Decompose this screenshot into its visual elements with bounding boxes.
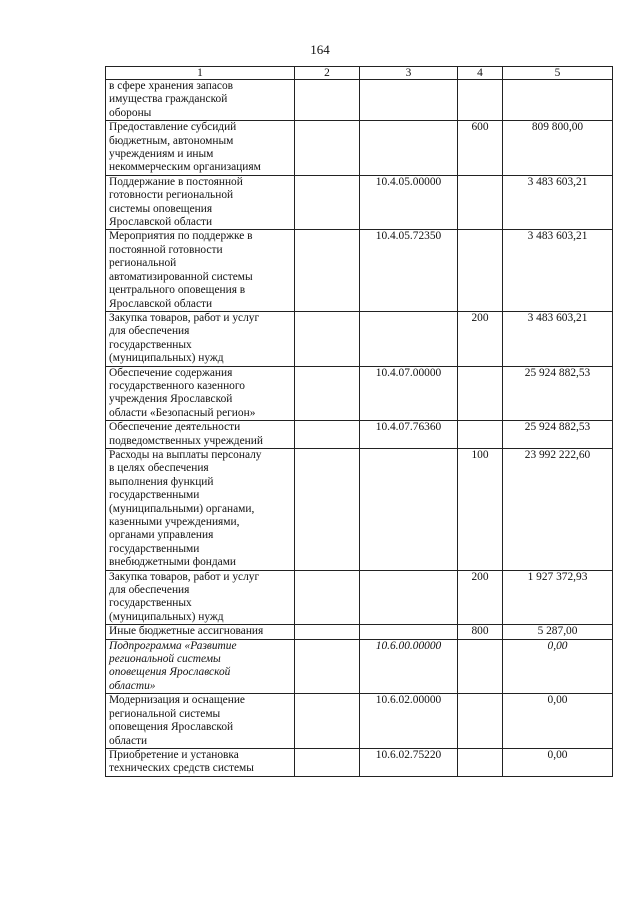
row-code-cell bbox=[360, 448, 458, 570]
row-group-cell bbox=[458, 448, 503, 570]
table-row bbox=[106, 625, 613, 639]
row-name-cell bbox=[106, 121, 295, 176]
row-col2-cell bbox=[295, 570, 360, 625]
row-code-cell bbox=[360, 694, 458, 749]
row-amount-cell bbox=[503, 230, 613, 311]
row-code-cell bbox=[360, 570, 458, 625]
row-col2-cell bbox=[295, 80, 360, 121]
row-group-cell bbox=[458, 625, 503, 639]
row-amount-cell bbox=[503, 421, 613, 449]
budget-table bbox=[105, 66, 613, 777]
table-row bbox=[106, 121, 613, 176]
row-amount-text: 0,00 bbox=[547, 639, 568, 652]
row-amount-text: 3 483 603,21 bbox=[527, 311, 588, 324]
row-amount-cell bbox=[503, 570, 613, 625]
row-code-cell bbox=[360, 311, 458, 366]
row-code-text: 10.4.07.00000 bbox=[375, 366, 442, 379]
row-name-cell bbox=[106, 625, 295, 639]
row-name-text: Расходы на выплаты персоналу в целях обеспечения выполнения функций государственными (муниципальными) органами, казенными учреждениями, органами управления государственными внебюджетными фондами bbox=[109, 448, 262, 569]
row-name-text: Модернизация и оснащение региональной системы оповещения Ярославской области bbox=[109, 694, 245, 747]
row-col2-cell bbox=[295, 694, 360, 749]
row-group-cell bbox=[458, 311, 503, 366]
row-col2-cell bbox=[295, 366, 360, 421]
row-name-text: Подпрограмма «Развитие региональной системы оповещения Ярославской области» bbox=[109, 639, 237, 692]
row-code-text: 10.4.07.76360 bbox=[375, 421, 442, 434]
row-code-text: 10.6.02.00000 bbox=[375, 694, 442, 707]
row-code-cell bbox=[360, 625, 458, 639]
row-name-cell bbox=[106, 80, 295, 121]
row-name-cell bbox=[106, 230, 295, 311]
row-name-text: Приобретение и установка технических средств системы bbox=[109, 748, 254, 775]
table-row bbox=[106, 80, 613, 121]
row-amount-cell bbox=[503, 175, 613, 230]
header-col-5: 5 bbox=[503, 67, 613, 80]
row-code-cell bbox=[360, 748, 458, 776]
row-amount-text: 3 483 603,21 bbox=[527, 175, 588, 188]
row-name-text: в сфере хранения запасов имущества гражданской обороны bbox=[109, 80, 234, 119]
row-group-text: 200 bbox=[471, 311, 489, 324]
row-code-cell bbox=[360, 121, 458, 176]
row-amount-text: 25 924 882,53 bbox=[524, 421, 591, 434]
header-col-4: 4 bbox=[458, 67, 503, 80]
row-group-text: 100 bbox=[471, 448, 489, 461]
row-group-cell bbox=[458, 748, 503, 776]
row-amount-text: 809 800,00 bbox=[531, 121, 584, 134]
row-group-text: 200 bbox=[471, 570, 489, 583]
header-col-3: 3 bbox=[360, 67, 458, 80]
row-code-cell bbox=[360, 80, 458, 121]
table-row bbox=[106, 639, 613, 694]
row-amount-cell bbox=[503, 639, 613, 694]
row-name-cell bbox=[106, 694, 295, 749]
table-row bbox=[106, 448, 613, 570]
row-code-text: 10.6.00.00000 bbox=[375, 639, 442, 652]
row-group-cell bbox=[458, 639, 503, 694]
row-amount-text: 1 927 372,93 bbox=[527, 570, 588, 583]
row-col2-cell bbox=[295, 175, 360, 230]
table-row bbox=[106, 421, 613, 449]
table-row bbox=[106, 748, 613, 776]
table-row bbox=[106, 694, 613, 749]
row-name-text: Иные бюджетные ассигнования bbox=[109, 625, 264, 638]
row-name-text: Поддержание в постоянной готовности региональной системы оповещения Ярославской области bbox=[109, 175, 243, 229]
row-group-cell bbox=[458, 694, 503, 749]
row-col2-cell bbox=[295, 421, 360, 449]
row-amount-cell bbox=[503, 311, 613, 366]
row-amount-text: 25 924 882,53 bbox=[524, 366, 591, 379]
row-name-cell bbox=[106, 366, 295, 421]
table-row bbox=[106, 366, 613, 421]
row-col2-cell bbox=[295, 311, 360, 366]
row-code-cell bbox=[360, 639, 458, 694]
row-group-cell bbox=[458, 230, 503, 311]
row-col2-cell bbox=[295, 639, 360, 694]
page-number: 164 bbox=[310, 42, 330, 57]
row-name-text: Закупка товаров, работ и услуг для обеспечения государственных (муниципальных) нужд bbox=[109, 570, 260, 623]
row-group-cell bbox=[458, 421, 503, 449]
row-code-cell bbox=[360, 230, 458, 311]
row-name-cell bbox=[106, 748, 295, 776]
row-name-cell bbox=[106, 448, 295, 570]
row-code-cell bbox=[360, 366, 458, 421]
table-row bbox=[106, 311, 613, 366]
header-row bbox=[106, 67, 613, 80]
row-name-text: Обеспечение содержания государственного казенного учреждения Ярославской области «Безопасный регион» bbox=[109, 366, 256, 419]
row-group-cell bbox=[458, 121, 503, 176]
row-amount-text: 0,00 bbox=[547, 694, 568, 707]
table-row bbox=[106, 230, 613, 311]
row-amount-cell bbox=[503, 694, 613, 749]
row-code-cell bbox=[360, 175, 458, 230]
row-name-cell bbox=[106, 311, 295, 366]
row-col2-cell bbox=[295, 625, 360, 639]
row-name-cell bbox=[106, 570, 295, 625]
row-amount-text: 23 992 222,60 bbox=[524, 448, 591, 461]
row-group-cell bbox=[458, 80, 503, 121]
row-name-text: Мероприятия по поддержке в постоянной готовности региональной автоматизированной системы центрального оповещения в Ярославской области bbox=[109, 230, 253, 310]
row-name-cell bbox=[106, 175, 295, 230]
row-group-text: 600 bbox=[471, 121, 489, 134]
row-amount-text: 3 483 603,21 bbox=[527, 230, 588, 243]
row-code-text: 10.6.02.75220 bbox=[375, 748, 442, 761]
row-group-cell bbox=[458, 366, 503, 421]
row-amount-cell bbox=[503, 121, 613, 176]
row-group-cell bbox=[458, 570, 503, 625]
row-code-text: 10.4.05.72350 bbox=[375, 230, 442, 243]
header-col-1: 1 bbox=[106, 67, 295, 80]
row-group-cell bbox=[458, 175, 503, 230]
row-amount-text: 0,00 bbox=[547, 748, 568, 761]
row-amount-cell bbox=[503, 80, 613, 121]
row-amount-cell bbox=[503, 366, 613, 421]
table-row bbox=[106, 175, 613, 230]
header-col-2: 2 bbox=[295, 67, 360, 80]
row-group-text: 800 bbox=[471, 625, 489, 638]
row-name-cell bbox=[106, 421, 295, 449]
row-col2-cell bbox=[295, 230, 360, 311]
row-amount-text: 5 287,00 bbox=[537, 625, 578, 638]
row-name-text: Обеспечение деятельности подведомственных учреждений bbox=[109, 421, 263, 447]
row-name-cell bbox=[106, 639, 295, 694]
row-name-text: Закупка товаров, работ и услуг для обеспечения государственных (муниципальных) нужд bbox=[109, 311, 260, 365]
row-code-text: 10.4.05.00000 bbox=[375, 175, 442, 188]
row-col2-cell bbox=[295, 748, 360, 776]
row-name-text: Предоставление субсидий бюджетным, автономным учреждениям и иным некоммерческим организациям bbox=[109, 121, 261, 174]
row-amount-cell bbox=[503, 448, 613, 570]
table-row bbox=[106, 570, 613, 625]
row-col2-cell bbox=[295, 121, 360, 176]
row-code-cell bbox=[360, 421, 458, 449]
row-amount-cell bbox=[503, 748, 613, 776]
row-col2-cell bbox=[295, 448, 360, 570]
row-amount-cell bbox=[503, 625, 613, 639]
